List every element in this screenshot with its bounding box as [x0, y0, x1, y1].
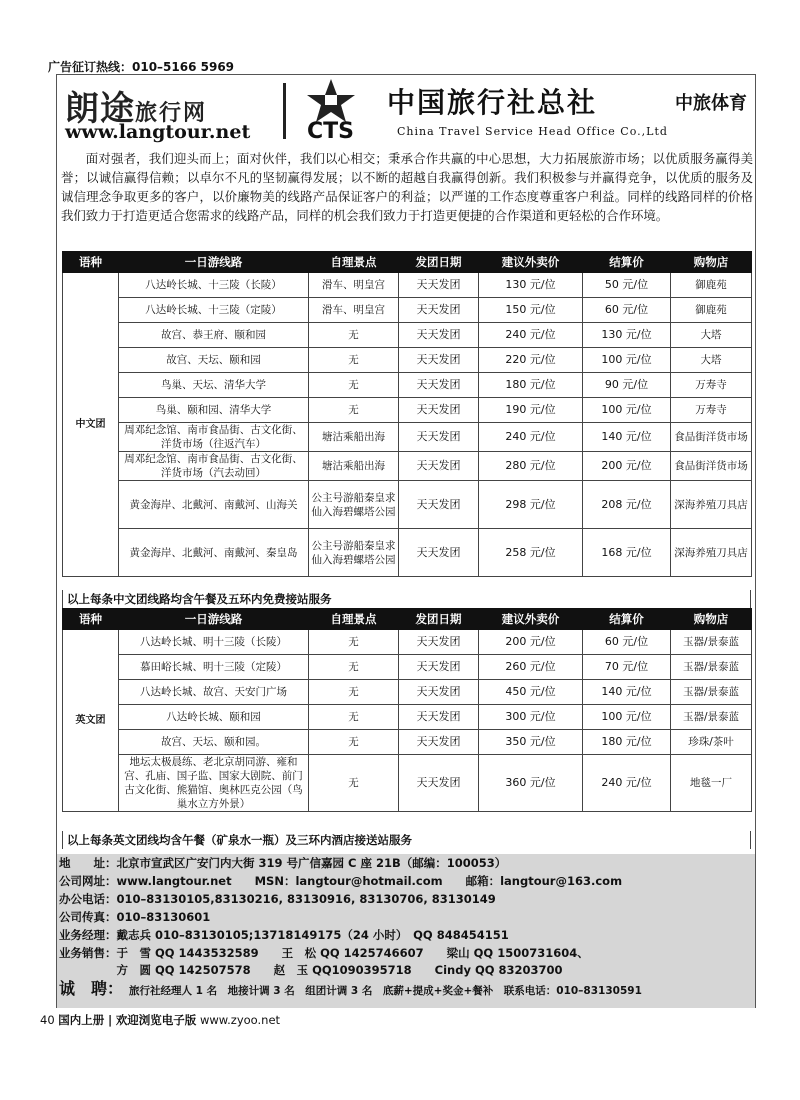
contact-web: 公司网址：www.langtour.net MSN：langtour@hotmail.com 邮箱：langtour@163.com — [59, 874, 623, 888]
table-header-row — [63, 252, 752, 273]
date-cell: 天天发团 — [399, 298, 479, 323]
shop-cell: 深海养殖刀具店 — [671, 481, 752, 529]
route-cell: 周邓纪念馆、南市食品街、古文化街、洋货市场（往返汽车） — [119, 423, 309, 452]
scenic-cell: 公主号游船秦皇求仙入海碧螺塔公园 — [309, 529, 399, 577]
logo-divider — [283, 83, 286, 139]
scenic-cell: 无 — [309, 755, 399, 812]
shop-cell: 玉器/景泰蓝 — [671, 655, 752, 680]
table-row — [63, 705, 752, 730]
contact-sales-2: 方 圆 QQ 142507578 赵 玉 QQ1090395718 Cindy QQ 83203700 — [59, 963, 563, 977]
shop-cell: 珍珠/茶叶 — [671, 730, 752, 755]
scenic-cell: 无 — [309, 730, 399, 755]
date-cell: 天天发团 — [399, 705, 479, 730]
contact-address: 地 址：北京市宣武区广安门内大街 319 号广信嘉园 C 座 21B（邮编：100053） — [59, 856, 507, 870]
settle-price-cell: 100 元/位 — [583, 398, 671, 423]
route-cell: 八达岭长城、明十三陵（长陵） — [119, 630, 309, 655]
date-cell: 天天发团 — [399, 348, 479, 373]
recruitment — [59, 980, 642, 1001]
table-header-row — [63, 609, 752, 630]
date-cell: 天天发团 — [399, 323, 479, 348]
col-scenic: 自理景点 — [309, 252, 399, 273]
table-row — [63, 452, 752, 481]
route-cell: 地坛太极晨练、老北京胡同游、雍和宫、孔庙、国子监、国家大剧院、前门古文化街、熊猫馆、奥林匹克公园（鸟巢水立方外景） — [119, 755, 309, 812]
table-row — [63, 373, 752, 398]
cts-abbr: CTS — [307, 119, 354, 144]
col-language: 语种 — [63, 609, 119, 630]
route-cell: 故宫、天坛、颐和园 — [119, 348, 309, 373]
col-shop: 购物店 — [671, 609, 752, 630]
date-cell: 天天发团 — [399, 730, 479, 755]
retail-price-cell: 258 元/位 — [479, 529, 583, 577]
retail-price-cell: 300 元/位 — [479, 705, 583, 730]
table-row — [63, 630, 752, 655]
route-cell: 八达岭长城、颐和园 — [119, 705, 309, 730]
footer-url[interactable]: www.zyoo.net — [199, 1013, 281, 1027]
contact-fax: 公司传真：010–83130601 — [59, 910, 211, 924]
shop-cell: 深海养殖刀具店 — [671, 529, 752, 577]
settle-price-cell: 180 元/位 — [583, 730, 671, 755]
col-scenic: 自理景点 — [309, 609, 399, 630]
settle-price-cell: 140 元/位 — [583, 423, 671, 452]
route-cell: 故宫、恭王府、颐和园 — [119, 323, 309, 348]
retail-price-cell: 220 元/位 — [479, 348, 583, 373]
retail-price-cell: 360 元/位 — [479, 755, 583, 812]
retail-price-cell: 240 元/位 — [479, 423, 583, 452]
retail-price-cell: 450 元/位 — [479, 680, 583, 705]
col-route: 一日游线路 — [119, 252, 309, 273]
scenic-cell: 无 — [309, 323, 399, 348]
table-row — [63, 481, 752, 529]
table-row — [63, 423, 752, 452]
table-row — [63, 273, 752, 298]
chinese-tour-table — [62, 251, 752, 577]
contact-sales-1: 业务销售：于 雪 QQ 1443532589 王 松 QQ 1425746607 梁山 QQ 1500731604、 — [59, 946, 589, 960]
date-cell: 天天发团 — [399, 373, 479, 398]
retail-price-cell: 240 元/位 — [479, 323, 583, 348]
settle-price-cell: 100 元/位 — [583, 705, 671, 730]
settle-price-cell: 240 元/位 — [583, 755, 671, 812]
page-footer: 40 国内上册 | 欢迎浏览电子版 www.zyoo.net — [40, 1013, 281, 1027]
shop-cell: 万寿寺 — [671, 398, 752, 423]
scenic-cell: 无 — [309, 398, 399, 423]
retail-price-cell: 150 元/位 — [479, 298, 583, 323]
scenic-cell: 塘沽乘船出海 — [309, 423, 399, 452]
retail-price-cell: 190 元/位 — [479, 398, 583, 423]
chinese-note: 以上每条中文团线路均含午餐及五环内免费接站服务 — [62, 590, 751, 608]
table-row — [63, 680, 752, 705]
retail-price-cell: 130 元/位 — [479, 273, 583, 298]
col-route: 一日游线路 — [119, 609, 309, 630]
shop-cell: 地毯一厂 — [671, 755, 752, 812]
settle-price-cell: 130 元/位 — [583, 323, 671, 348]
shop-cell: 玉器/景泰蓝 — [671, 680, 752, 705]
col-retail: 建议外卖价 — [479, 609, 583, 630]
settle-price-cell: 168 元/位 — [583, 529, 671, 577]
date-cell: 天天发团 — [399, 423, 479, 452]
retail-price-cell: 260 元/位 — [479, 655, 583, 680]
settle-price-cell: 140 元/位 — [583, 680, 671, 705]
settle-price-cell: 60 元/位 — [583, 298, 671, 323]
shop-cell: 玉器/景泰蓝 — [671, 705, 752, 730]
col-retail: 建议外卖价 — [479, 252, 583, 273]
contact-phone: 办公电话：010–83130105,83130216, 83130916, 83130706, 83130149 — [59, 892, 496, 906]
date-cell: 天天发团 — [399, 452, 479, 481]
cts-chinese-name: 中国旅行社总社 — [387, 86, 598, 119]
scenic-cell: 塘沽乘船出海 — [309, 452, 399, 481]
scenic-cell: 无 — [309, 373, 399, 398]
table-row — [63, 323, 752, 348]
cts-english-name: China Travel Service Head Office Co.,Ltd — [397, 125, 668, 138]
contact-panel — [57, 854, 755, 1008]
shop-cell: 玉器/景泰蓝 — [671, 630, 752, 655]
route-cell: 鸟巢、天坛、清华大学 — [119, 373, 309, 398]
route-cell: 八达岭长城、故宫、天安门广场 — [119, 680, 309, 705]
col-date: 发团日期 — [399, 609, 479, 630]
shop-cell: 食品街洋货市场 — [671, 452, 752, 481]
date-cell: 天天发团 — [399, 481, 479, 529]
settle-price-cell: 90 元/位 — [583, 373, 671, 398]
page-number: 40 — [40, 1013, 55, 1027]
scenic-cell: 无 — [309, 655, 399, 680]
table-row — [63, 348, 752, 373]
col-date: 发团日期 — [399, 252, 479, 273]
intro-paragraph: 面对强者，我们迎头而上；面对伙伴，我们以心相交；秉承合作共赢的中心思想，大力拓展旅游市场；以优质服务赢得美誉；以诚信赢得信赖；以卓尔不凡的坚韧赢得发展；以不断的超越自我赢得创新。我们积极参与并赢得竞争，以优质的服务及诚信理念争取更多的客户，以价廉物美的线路产品保证客户的利益；以严谨的工作态度尊重客户利益。同样的线路同样的价格我们致力于打造更适合您需求的线路产品，同样的机会我们致力于打造更便捷的合作渠道和更轻松的合作环境。 — [61, 151, 753, 223]
shop-cell: 万寿寺 — [671, 373, 752, 398]
retail-price-cell: 200 元/位 — [479, 630, 583, 655]
cts-star-icon — [303, 79, 359, 123]
table-row — [63, 655, 752, 680]
route-cell: 黄金海岸、北戴河、南戴河、山海关 — [119, 481, 309, 529]
language-cell: 英文团 — [63, 630, 119, 812]
col-language: 语种 — [63, 252, 119, 273]
col-settle: 结算价 — [583, 252, 671, 273]
page-frame — [56, 74, 756, 1008]
table-row — [63, 730, 752, 755]
date-cell: 天天发团 — [399, 630, 479, 655]
langtour-logo: 朗途旅行网 — [65, 89, 208, 129]
retail-price-cell: 180 元/位 — [479, 373, 583, 398]
date-cell: 天天发团 — [399, 680, 479, 705]
table-row — [63, 755, 752, 812]
route-cell: 慕田峪长城、明十三陵（定陵） — [119, 655, 309, 680]
settle-price-cell: 100 元/位 — [583, 348, 671, 373]
date-cell: 天天发团 — [399, 398, 479, 423]
route-cell: 黄金海岸、北戴河、南戴河、秦皇岛 — [119, 529, 309, 577]
langtour-url: www.langtour.net — [65, 121, 251, 143]
scenic-cell: 无 — [309, 630, 399, 655]
scenic-cell: 无 — [309, 705, 399, 730]
table-row — [63, 529, 752, 577]
route-cell: 周邓纪念馆、南市食品街、古文化街、洋货市场（汽去动回） — [119, 452, 309, 481]
shop-cell: 御鹿苑 — [671, 273, 752, 298]
shop-cell: 食品街洋货市场 — [671, 423, 752, 452]
scenic-cell: 滑车、明皇宫 — [309, 298, 399, 323]
settle-price-cell: 200 元/位 — [583, 452, 671, 481]
scenic-cell: 公主号游船秦皇求仙入海碧螺塔公园 — [309, 481, 399, 529]
shop-cell: 大塔 — [671, 348, 752, 373]
scenic-cell: 无 — [309, 680, 399, 705]
route-cell: 故宫、天坛、颐和园。 — [119, 730, 309, 755]
settle-price-cell: 208 元/位 — [583, 481, 671, 529]
route-cell: 八达岭长城、十三陵（长陵） — [119, 273, 309, 298]
scenic-cell: 无 — [309, 348, 399, 373]
retail-price-cell: 298 元/位 — [479, 481, 583, 529]
recruit-text: 旅行社经理人 1 名 地接计调 3 名 组团计调 3 名 底薪+提成+奖金+餐补 联系电话：010–83130591 — [129, 985, 642, 997]
english-note: 以上每条英文团线均含午餐（矿泉水一瓶）及三环内酒店接送站服务 — [62, 831, 751, 849]
retail-price-cell: 280 元/位 — [479, 452, 583, 481]
scenic-cell: 滑车、明皇宫 — [309, 273, 399, 298]
col-settle: 结算价 — [583, 609, 671, 630]
contact-manager: 业务经理：戴志兵 010–83130105;13718149175（24 小时） QQ 848454151 — [59, 928, 509, 942]
cts-subbrand: 中旅体育 — [675, 93, 747, 114]
col-shop: 购物店 — [671, 252, 752, 273]
date-cell: 天天发团 — [399, 655, 479, 680]
shop-cell: 大塔 — [671, 323, 752, 348]
date-cell: 天天发团 — [399, 755, 479, 812]
recruit-title: 诚 聘： — [59, 979, 124, 998]
settle-price-cell: 60 元/位 — [583, 630, 671, 655]
header-banner — [57, 75, 755, 147]
settle-price-cell: 70 元/位 — [583, 655, 671, 680]
ad-hotline: 广告征订热线：010–5166 5969 — [48, 60, 235, 74]
retail-price-cell: 350 元/位 — [479, 730, 583, 755]
date-cell: 天天发团 — [399, 529, 479, 577]
route-cell: 八达岭长城、十三陵（定陵） — [119, 298, 309, 323]
footer-slogan: 欢迎浏览电子版 — [115, 1013, 197, 1027]
english-tour-table — [62, 608, 752, 812]
table-row — [63, 298, 752, 323]
route-cell: 鸟巢、颐和园、清华大学 — [119, 398, 309, 423]
shop-cell: 御鹿苑 — [671, 298, 752, 323]
table-row — [63, 398, 752, 423]
section-name: 国内上册 — [58, 1013, 105, 1027]
settle-price-cell: 50 元/位 — [583, 273, 671, 298]
language-cell: 中文团 — [63, 273, 119, 577]
date-cell: 天天发团 — [399, 273, 479, 298]
